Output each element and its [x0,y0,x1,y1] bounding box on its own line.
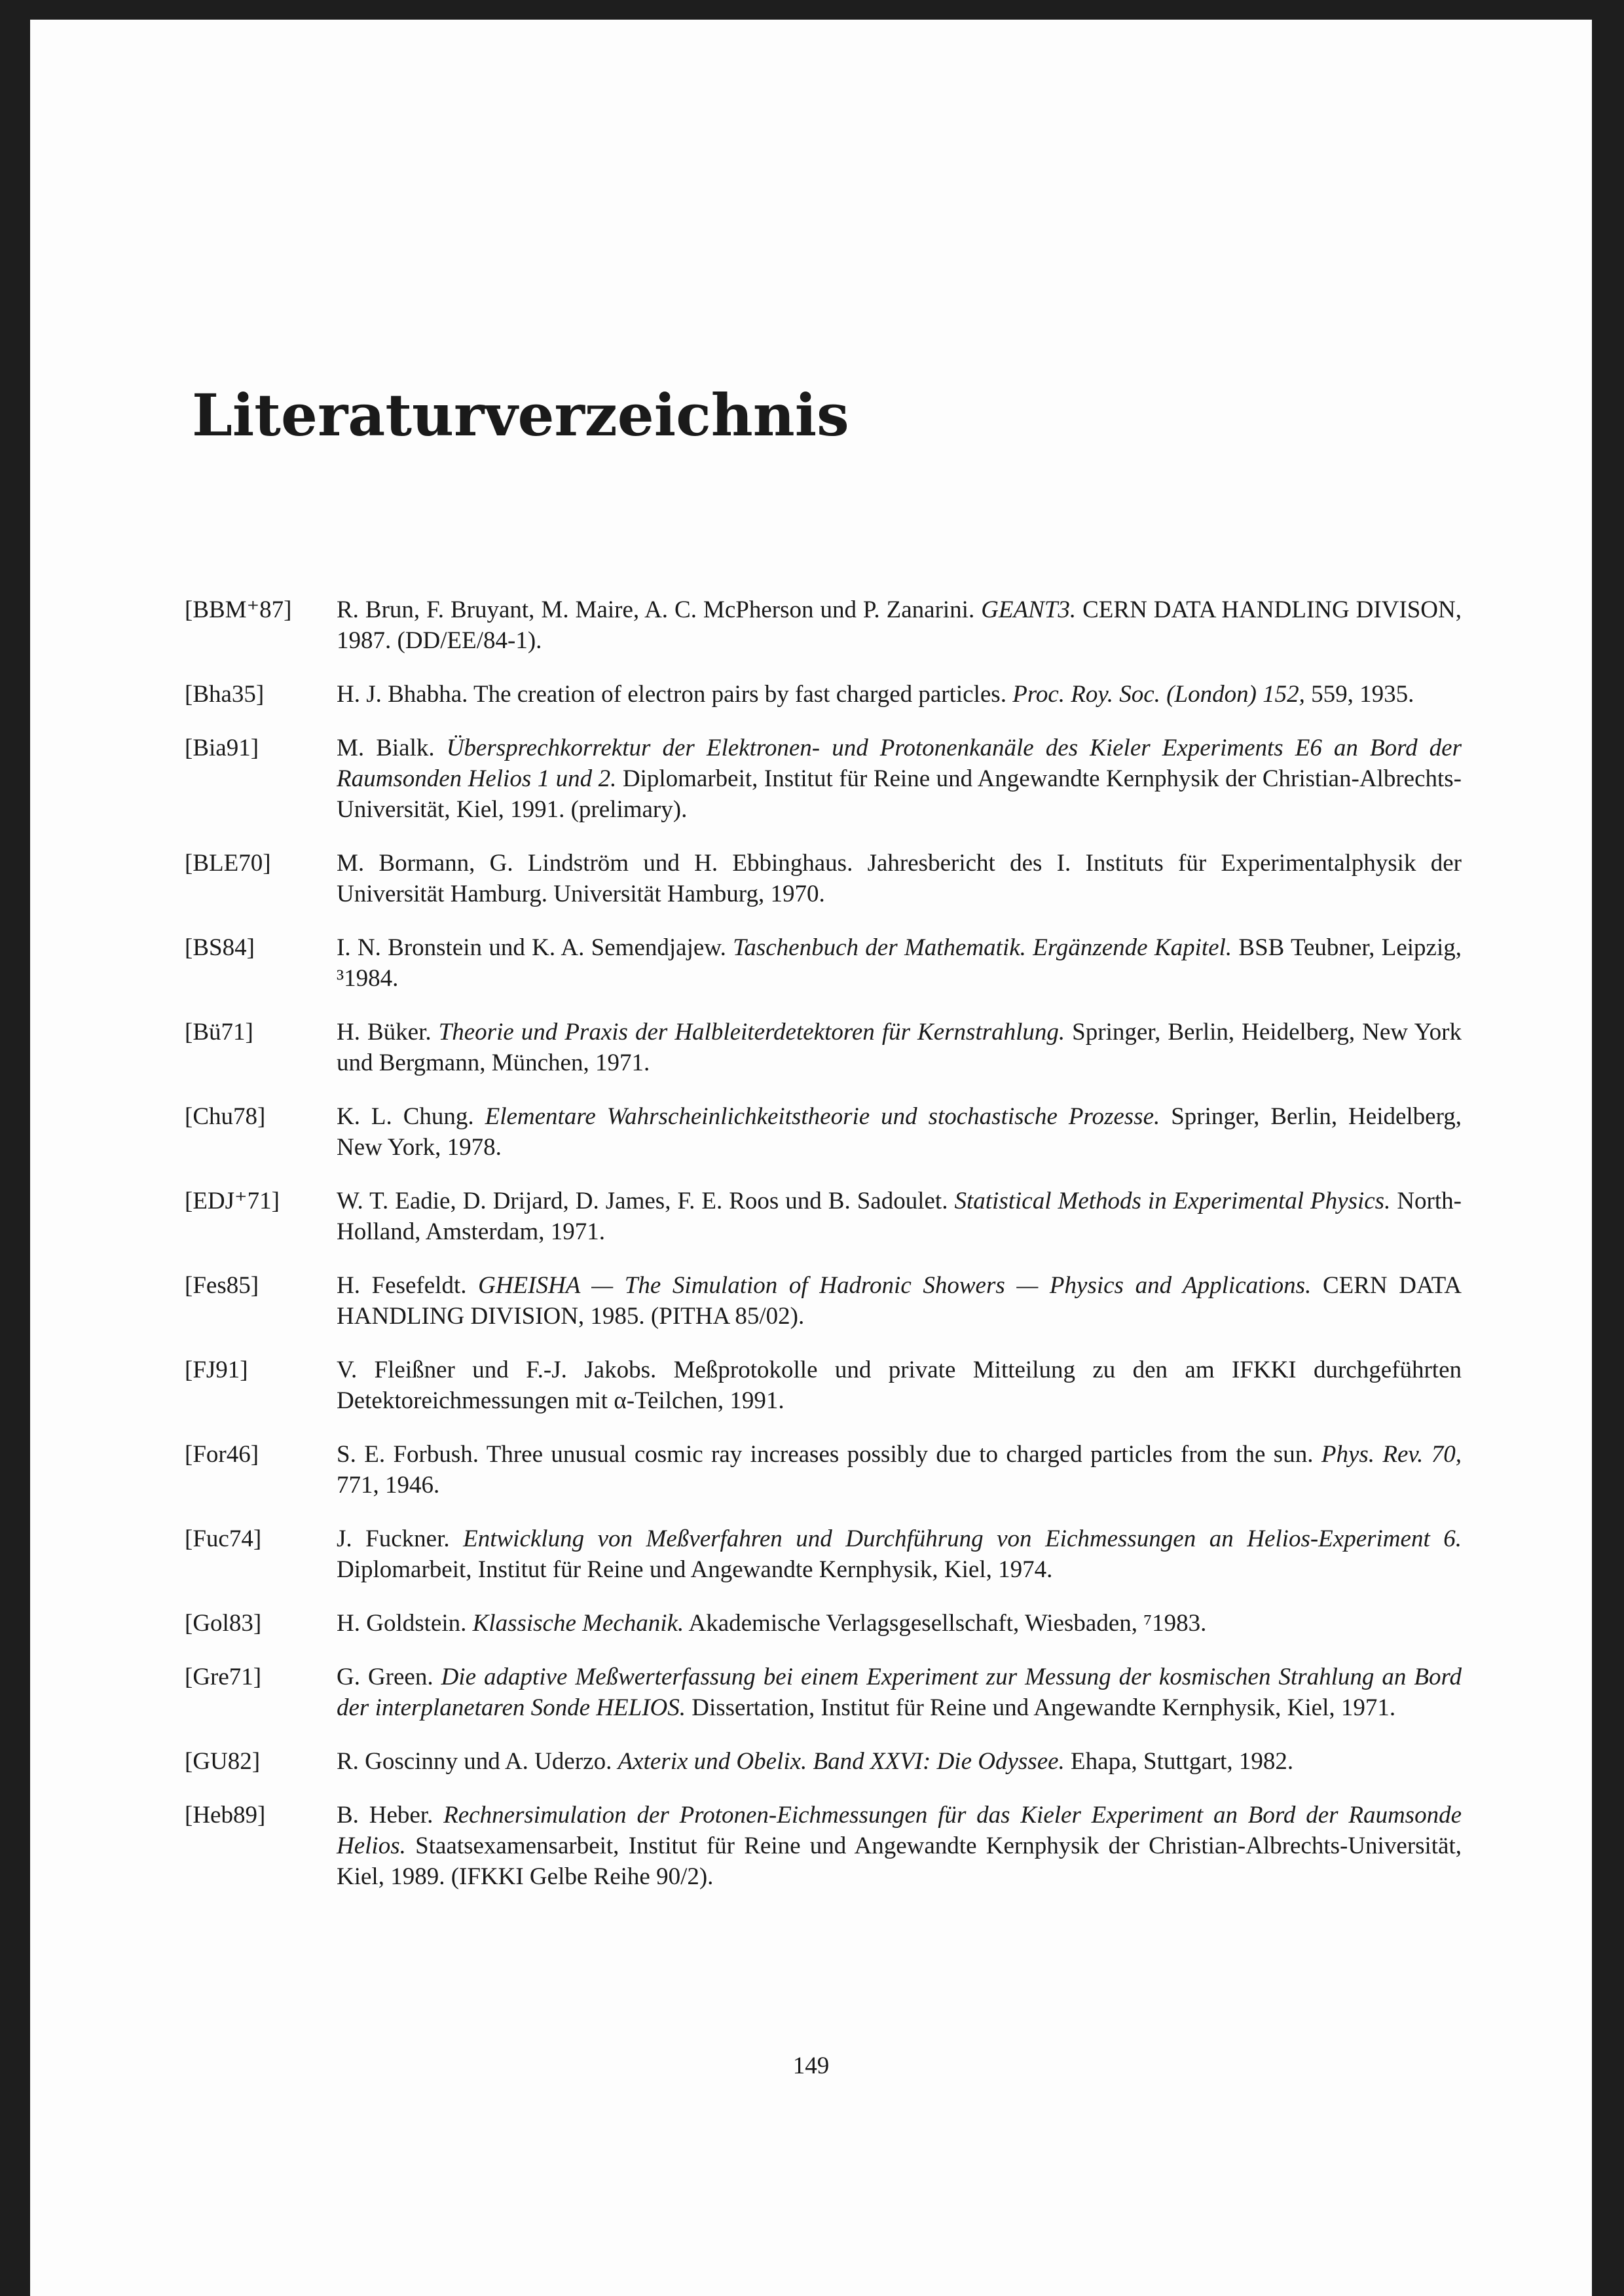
page-number: 149 [792,2052,830,2079]
reference-text [337,1608,1462,1639]
reference-title: Axterix und Obelix. Band XXVI: Die Odyssee. [618,1748,1065,1775]
reference-text [337,848,1462,909]
reference-entry [185,1800,1462,1892]
reference-entry [185,1186,1462,1247]
reference-key: [Gre71] [185,1664,262,1690]
reference-key: [Fuc74] [185,1525,262,1552]
document-page [30,20,1592,2296]
reference-entry [185,594,1462,656]
reference-key: [GU82] [185,1748,261,1775]
reference-key: [BS84] [185,934,255,961]
reference-key: [Bü71] [185,1019,253,1046]
reference-segment: CERN DATA HANDLING DIVISON, 1987. (DD/EE/84-1). [337,596,1462,654]
reference-segment: M. Bialk. [337,735,447,761]
reference-segment: CERN DATA HANDLING DIVISION, 1985. (PITHA 85/02). [337,1272,1462,1330]
reference-title: Statistical Methods in Experimental Physics. [954,1188,1391,1214]
reference-text [337,932,1462,994]
reference-text [337,1017,1462,1078]
reference-title: Klassische Mechanik. [472,1610,684,1637]
reference-text [337,1270,1462,1332]
reference-entry [185,1355,1462,1416]
reference-title: Elementare Wahrscheinlichkeitstheorie und stochastische Prozesse. [485,1103,1160,1130]
reference-segment: Staatsexamensarbeit, Institut für Reine und Angewandte Kernphysik der Christian-Albrechts-Universität, Kiel, 1989. (IFKKI Gelbe Reihe 90/2). [337,1832,1462,1890]
reference-segment: Springer, Berlin, Heidelberg, New York und Bergmann, München, 1971. [337,1019,1462,1076]
reference-text [337,594,1462,656]
reference-segment: 559, 1935. [1304,681,1414,708]
reference-text [337,1186,1462,1247]
reference-segment: H. Fesefeldt. [337,1272,479,1299]
reference-list [185,594,1462,1915]
reference-title: Theorie und Praxis der Halbleiterdetektoren für Kernstrahlung. [438,1019,1065,1046]
reference-title: Taschenbuch der Mathematik. Ergänzende Kapitel. [733,934,1232,961]
reference-title: GEANT3. [981,596,1077,623]
reference-text [337,1746,1462,1777]
reference-segment: Diplomarbeit, Institut für Reine und Angewandte Kernphysik, Kiel, 1974. [337,1556,1053,1583]
reference-segment: W. T. Eadie, D. Drijard, D. James, F. E. Roos und B. Sadoulet. [337,1188,955,1214]
reference-text [337,733,1462,825]
reference-entry [185,1523,1462,1585]
reference-entry [185,1017,1462,1078]
reference-entry [185,1746,1462,1777]
reference-key: [BLE70] [185,850,271,877]
reference-text [337,1662,1462,1723]
reference-segment: BSB Teubner, Leipzig, ³1984. [337,934,1462,992]
reference-segment: M. Bormann, G. Lindström und H. Ebbinghaus. Jahresbericht des I. Instituts für Experimentalphysik der Universität Hamburg. Universität Hamburg, 1970. [337,850,1462,907]
reference-title: Entwicklung von Meßverfahren und Durchführung von Eichmessungen an Helios-Experiment 6. [463,1525,1462,1552]
reference-key: [Fes85] [185,1272,259,1299]
reference-title: GHEISHA — The Simulation of Hadronic Showers — Physics and Applications. [478,1272,1312,1299]
reference-entry [185,1662,1462,1723]
reference-key: [EDJ⁺71] [185,1188,280,1214]
reference-entry [185,1270,1462,1332]
reference-text [337,1355,1462,1416]
reference-segment: Akademische Verlagsgesellschaft, Wiesbaden, ⁷1983. [684,1610,1207,1637]
reference-segment: G. Green. [337,1664,441,1690]
reference-segment: Dissertation, Institut für Reine und Angewandte Kernphysik, Kiel, 1971. [686,1694,1396,1721]
reference-segment: S. E. Forbush. Three unusual cosmic ray increases possibly due to charged particles from the sun. [337,1441,1321,1468]
reference-entry [185,1101,1462,1163]
reference-key: [Bia91] [185,735,259,761]
reference-segment: B. Heber. [337,1802,444,1829]
reference-segment: Diplomarbeit, Institut für Reine und Angewandte Kernphysik der Christian-Albrechts-Universität, Kiel, 1991. (prelimary). [337,765,1462,823]
reference-segment: Springer, Berlin, Heidelberg, New York, 1978. [337,1103,1462,1161]
reference-segment: I. N. Bronstein und K. A. Semendjajew. [337,934,733,961]
reference-key: [Bha35] [185,681,265,708]
reference-title: Übersprechkorrektur der Elektronen- und Protonenkanäle des Kieler Experiments E6 an Bord der Raumsonden Helios 1 und 2. [337,735,1462,792]
reference-segment: K. L. Chung. [337,1103,485,1130]
reference-key: [Gol83] [185,1610,262,1637]
reference-entry [185,1439,1462,1501]
reference-segment: V. Fleißner und F.-J. Jakobs. Meßprotokolle und private Mitteilung zu den am IFKKI durchgeführten Detektoreichmessungen mit α-Teilchen, 1991. [337,1357,1462,1414]
reference-text [337,1439,1462,1501]
reference-text [337,1800,1462,1892]
reference-segment: R. Brun, F. Bruyant, M. Maire, A. C. McPherson und P. Zanarini. [337,596,982,623]
reference-title: Rechnersimulation der Protonen-Eichmessungen für das Kieler Experiment an Bord der Raumsonde Helios. [337,1802,1462,1859]
reference-entry [185,679,1462,710]
reference-segment: H. Goldstein. [337,1610,473,1637]
reference-text [337,679,1462,710]
reference-key: [FJ91] [185,1357,248,1383]
reference-title: Die adaptive Meßwerterfassung bei einem Experiment zur Messung der kosmischen Strahlung an Bord der interplanetaren Sonde HELIOS. [337,1664,1462,1721]
reference-entry [185,848,1462,909]
reference-segment: 771, 1946. [337,1472,440,1499]
reference-segment: H. Büker. [337,1019,439,1046]
reference-segment: R. Goscinny und A. Uderzo. [337,1748,618,1775]
reference-segment: J. Fuckner. [337,1525,464,1552]
reference-entry [185,733,1462,825]
reference-key: [Heb89] [185,1802,266,1829]
reference-text [337,1101,1462,1163]
reference-text [337,1523,1462,1585]
reference-key: [For46] [185,1441,259,1468]
reference-title: Proc. Roy. Soc. (London) 152, [1012,681,1305,708]
reference-entry [185,932,1462,994]
reference-segment: H. J. Bhabha. The creation of electron pairs by fast charged particles. [337,681,1013,708]
reference-key: [Chu78] [185,1103,266,1130]
reference-title: Phys. Rev. 70, [1321,1441,1462,1468]
page-title: Literaturverzeichnis [192,381,849,449]
reference-key: [BBM⁺87] [185,596,292,623]
reference-entry [185,1608,1462,1639]
reference-segment: North-Holland, Amsterdam, 1971. [337,1188,1462,1245]
reference-segment: Ehapa, Stuttgart, 1982. [1064,1748,1294,1775]
